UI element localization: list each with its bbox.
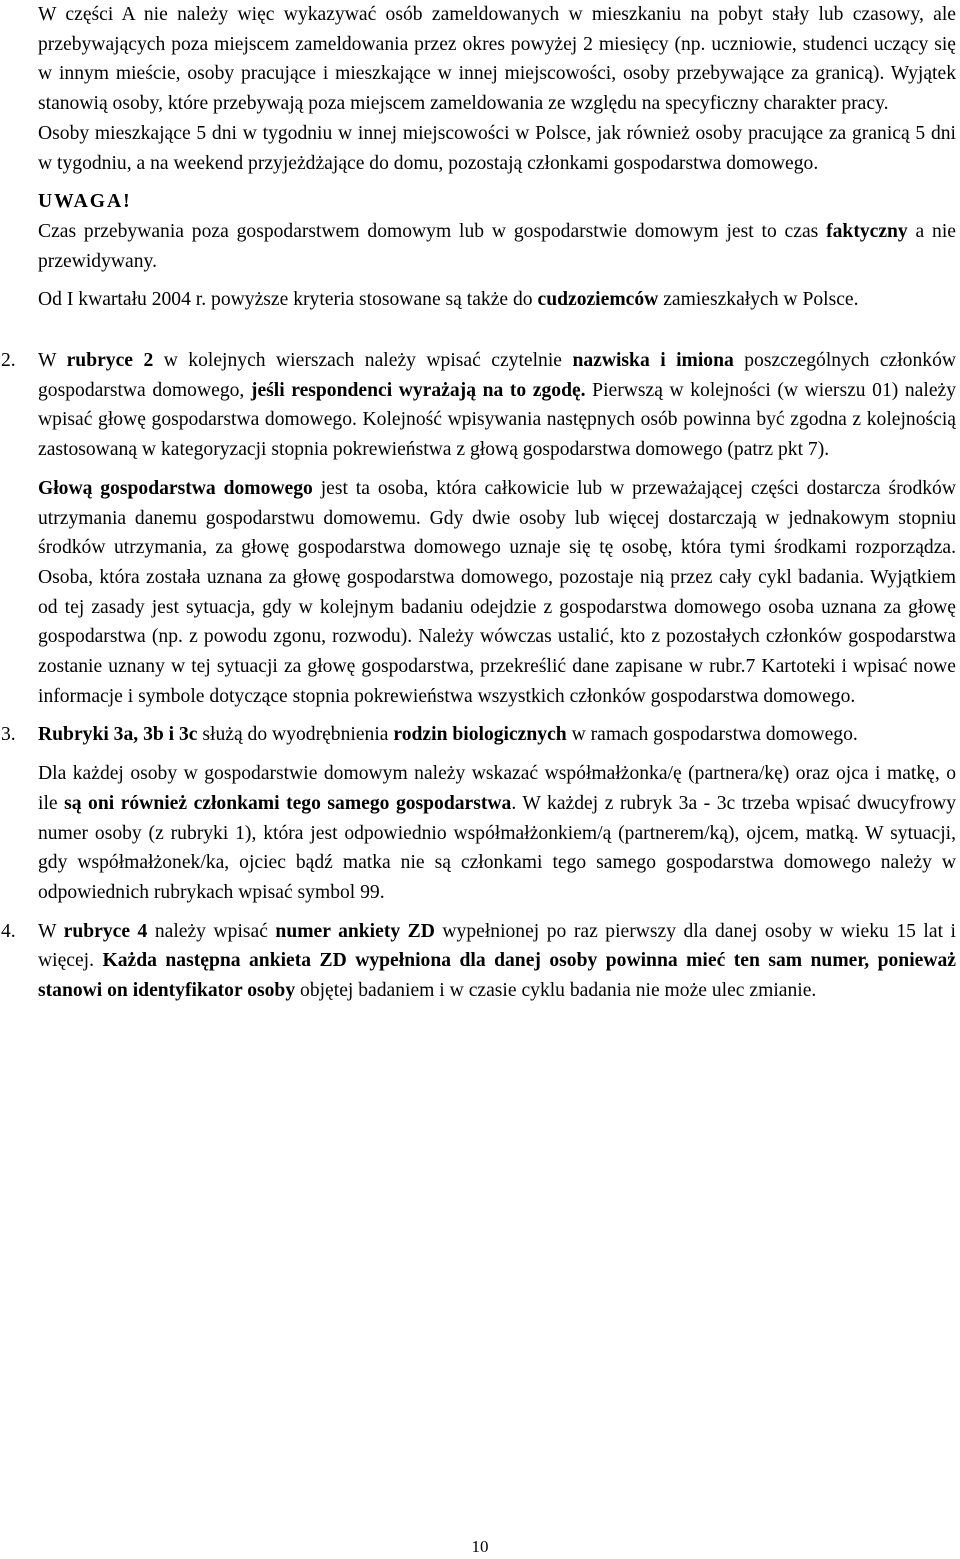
list-item-number: 3.	[1, 724, 16, 746]
paragraph-section-a-2: Osoby mieszkające 5 dni w tygodniu w innej miejscowości w Polsce, jak również osoby pracujące za granicą 5 dni w tygodniu, a na weekend przyjeżdżające do domu, pozostają członkami gospodarstwa domowego.	[38, 122, 956, 174]
list-item-4-paragraph: W rubryce 4 należy wpisać numer ankiety ZD wypełnionej po raz pierwszy dla danej osoby w wieku 15 lat i więcej. Każda następna ankieta ZD wypełniona dla danej osoby powinna mieć ten sam numer, ponieważ stanowi on identyfikator osoby objętej badaniem i w czasie cyklu badania nie może ulec zmianie.	[38, 920, 956, 1002]
list-item-3-paragraph: Rubryki 3a, 3b i 3c służą do wyodrębnienia rodzin biologicznych w ramach gospodarstwa domowego.	[38, 724, 858, 746]
list-item-2-paragraph: W rubryce 2 w kolejnych wierszach należy wpisać czytelnie nazwiska i imiona poszczególnych członków gospodarstwa domowego, jeśli respondenci wyrażają na to zgodę. Pierwszą w kolejności (w wierszu 01) należy wpisać głowę gospodarstwa domowego. Kolejność wpisywania następnych osób powinna być zgodna z kolejnością zastosowaną w kategoryzacji stopnia pokrewieństwa z głową gospodarstwa domowego (patrz pkt 7).	[38, 350, 957, 461]
note-heading: UWAGA!	[38, 191, 132, 213]
family-paragraph: Dla każdej osoby w gospodarstwie domowym należy wskazać współmałżonka/ę (partnera/kę) oraz ojca i matkę, o ile są oni również członkami tego samego gospodarstwa. W każdej z rubryk 3a - 3c trzeba wpisać dwucyfrowy numer osoby (z rubryki 1), która jest odpowiednio współmałżonkiem/ą (partnerem/ką), ojcem, matką. W sytuacji, gdy współmałżonek/ka, ojciec bądź matka nie są członkami tego samego gospodarstwa domowego należy w odpowiednich rubrykach wpisać symbol 99.	[38, 763, 957, 903]
page-number: 10	[471, 1537, 489, 1556]
list-item-number: 2.	[1, 350, 16, 372]
head-of-household-paragraph: Głową gospodarstwa domowego jest ta osoba, która całkowicie lub w przeważającej części dostarcza środków utrzymania danemu gospodarstwu domowemu. Gdy dwie osoby lub więcej dostarczają w jednakowym stopniu środków utrzymania, za głowę gospodarstwa domowego uznaje się tę osobę, która tymi środkami rozporządza. Osoba, która została uznana za głowę gospodarstwa domowego, pozostaje nią przez cały cykl badania. Wyjątkiem od tej zasady jest sytuacja, gdy w kolejnym badaniu odejdzie z gospodarstwa domowego osoba uznana za głowę gospodarstwa (np. z powodu zgonu, rozwodu). Należy wówczas ustalić, kto z pozostałych członków gospodarstwa zostanie uznany w tej sytuacji za głowę gospodarstwa, przekreślić dane zapisane w rubr.7 Kartoteki i wpisać nowe informacje i symbole dotyczące stopnia pokrewieństwa wszystkich członków gospodarstwa domowego.	[38, 477, 956, 707]
list-item-3	[1, 720, 957, 907]
list-item-2	[1, 346, 957, 711]
paragraph-section-a-1: W części A nie należy więc wykazywać osób zameldowanych w mieszkaniu na pobyt stały lub czasowy, ale przebywających poza miejscem zameldowania przez okres powyżej 2 miesięcy (np. uczniowie, studenci uczący się w innym mieście, osoby pracujące i mieszkające w innej miejscowości, osoby przebywające za granicą). Wyjątek stanowią osoby, które przebywają poza miejscem zameldowania ze względu na specyficzny charakter pracy.	[38, 4, 956, 115]
list-item-4	[1, 917, 956, 1006]
note-paragraph-2: Od I kwartału 2004 r. powyższe kryteria stosowane są także do cudzoziemców zamieszkałych w Polsce.	[38, 289, 859, 311]
note-paragraph-1: Czas przebywania poza gospodarstwem domowym lub w gospodarstwie domowym jest to czas faktyczny a nie przewidywany.	[38, 220, 956, 272]
document-page	[1, 0, 957, 1006]
list-item-number: 4.	[1, 920, 16, 942]
